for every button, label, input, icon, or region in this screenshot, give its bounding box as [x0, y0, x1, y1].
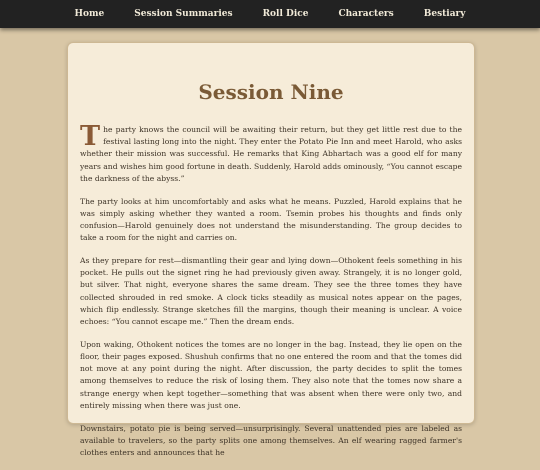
paragraph-1: [80, 121, 462, 185]
nav-home[interactable]: Home: [74, 9, 105, 19]
paragraph-2: The party looks at him uncomfortably and asks what he means. Puzzled, Harold explains that he was simply asking whether they wanted a room. Tsemin probes his thoughts and finds only confusion—Harold genuinely does not understand the misunderstanding. The group decides to take a room for the night and carries on.: [80, 196, 462, 243]
nav-roll-dice[interactable]: Roll Dice: [262, 9, 309, 19]
nav-bestiary[interactable]: Bestiary: [423, 9, 466, 19]
page-title: Session Nine: [198, 80, 344, 104]
paragraph-4: Upon waking, Othokent notices the tomes are no longer in the bag. Instead, they lie open on the floor, their pages exposed. Shushuh confirms that no one entered the room and that the tomes did not move at any point during the night. After discussion, the party decides to split the tomes among themselves to reduce the risk of losing them. They also note that the tomes now share a strange energy when kept together—something that was absent when there were only two, and entirely missing when there was just one.: [80, 339, 462, 410]
paragraph-3: As they prepare for rest—dismantling their gear and lying down—Othokent feels something in his pocket. He pulls out the signet ring he had previously given away. Strangely, it is no longer gold, but silver. That night, everyone shares the same dream. They see the three tomes they have collected shrouded in red smoke. A clock ticks steadily as musical notes appear on the pages, which flip endlessly. Strange sketches fill the margins, though their meaning is unclear. A voice echoes: “You cannot escape me.” Then the dream ends.: [80, 256, 462, 327]
drop-cap: T: [80, 121, 101, 152]
paragraph-1-text: he party knows the council will be awaiting their return, but they get little rest due to the festival lasting long into the night. They enter the Potato Pie Inn and meet Harold, who asks whether their mission was successful. He remarks that King Abhartach was a good elf for many years and wishes him good fortune in death. Suddenly, Harold adds ominously, “You cannot escape the darkness of the abyss.”: [80, 125, 462, 183]
nav-session-summaries[interactable]: Session Summaries: [134, 9, 233, 19]
session-card: [67, 42, 475, 458]
top-navbar: [0, 0, 540, 28]
session-text: [80, 121, 462, 470]
nav-characters[interactable]: Characters: [338, 9, 394, 19]
paragraph-5: Downstairs, potato pie is being served—unsurprisingly. Several unattended pies are labeled as available to travelers, so the party splits one among themselves. An elf wearing ragged farmer's clothes enters and announces that he: [80, 423, 462, 458]
